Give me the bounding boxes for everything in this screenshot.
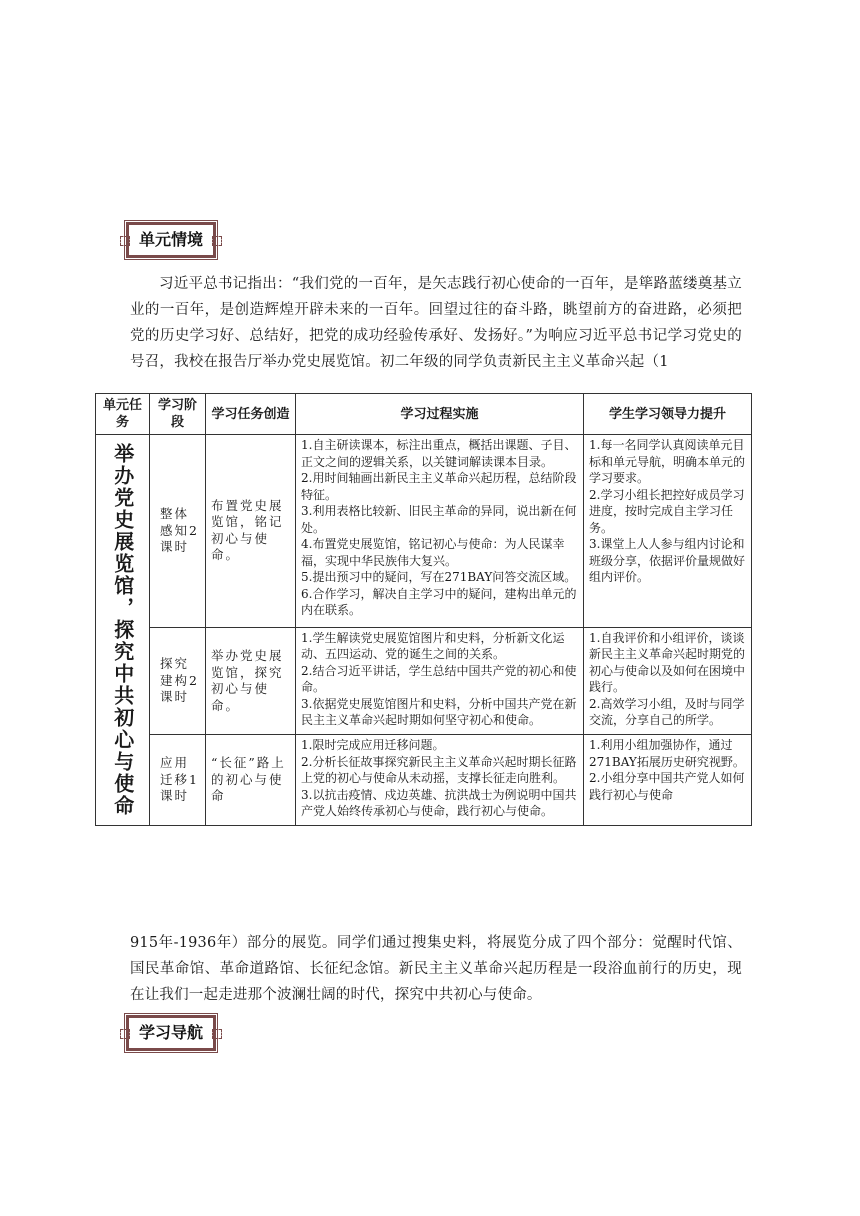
leadership-cell — [584, 435, 752, 628]
stage-cell: 应用迁移1课时 — [150, 735, 206, 826]
process-cell — [296, 435, 584, 628]
header-stage: 学习阶段 — [150, 394, 206, 435]
list-item: 1.学生解读党史展览馆图片和史料，分析新文化运动、五四运动、党的诞生之间的关系。 — [301, 630, 565, 662]
list-item: 2.结合习近平讲话，学生总结中国共产党的初心和使命。 — [301, 663, 577, 695]
list-item: 1.限时完成应用迁移问题。 — [301, 738, 445, 753]
list-item: 5.提出预习中的疑问，写在271BAY问答交流区域。 — [301, 570, 577, 584]
continuation-paragraph: 915年-1936年）部分的展览。同学们通过搜集史料，将展览分成了四个部分：觉醒时代馆、国民革命馆、革命道路馆、长征纪念馆。新民主主义革命兴起历程是一段浴血前行的历史，现在让我们一起走进那个波澜壮阔的时代，探究中共初心与使命。 — [130, 935, 742, 1003]
table-row — [96, 627, 752, 735]
list-item: 2.分析长征故事探究新民主主义革命兴起时期长征路上党的初心与使命从未动摇，支撑长征走向胜利。 — [301, 754, 577, 786]
task-cell: 举办党史展览馆，探究初心与使命。 — [206, 627, 296, 735]
list-item: 2.学习小组长把控好成员学习进度，按时完成自主学习任务。 — [589, 487, 745, 535]
section-heading-unit-situation: 单元情境 — [126, 222, 216, 258]
list-item: 3.课堂上人人参与组内讨论和班级分享，依据评价量规做好组内评价。 — [589, 537, 746, 584]
process-cell — [296, 735, 584, 826]
list-item: 2.高效学习小组，及时与同学交流，分享自己的所学。 — [589, 696, 745, 728]
leadership-cell — [584, 735, 752, 826]
header-task-creation: 学习任务创造 — [206, 394, 296, 435]
list-item: 3.利用表格比较新、旧民主革命的异同，说出新在何处。 — [301, 504, 577, 535]
table-row — [96, 735, 752, 826]
stage-cell: 整体感知2课时 — [150, 435, 206, 628]
stage-cell: 探究建构2课时 — [150, 627, 206, 735]
list-item: 1.自主研读课本，标注出重点，概括出课题、子目、正文之间的逻辑关系，以关键词解读课本目录。 — [301, 438, 577, 469]
table-header-row — [96, 394, 752, 435]
list-item: 2.小组分享中国共产党人如何践行初心与使命 — [589, 771, 745, 802]
list-item: 1.每一名同学认真阅读单元目标和单元导航，明确本单元的学习要求。 — [589, 438, 746, 485]
header-process: 学习过程实施 — [296, 394, 584, 435]
list-item: 2.用时间轴画出新民主主义革命兴起历程，总结阶段特征。 — [301, 471, 577, 502]
process-cell — [296, 627, 584, 735]
intro-paragraph: 习近平总书记指出：“我们党的一百年，是矢志践行初心使命的一百年，是筚路蓝缕奠基立业的一百年，是创造辉煌开辟未来的一百年。回望过往的奋斗路，眺望前方的奋进路，必须把党的历史学习好、总结好，把党的成功经验传承好、发扬好。”为响应习近平总书记学习党史的号召，我校在报告厅举办党史展览馆。初二年级的同学负责新民主主义革命兴起（1 — [130, 276, 742, 370]
list-item: 1.利用小组加强协作，通过271BAY拓展历史研究视野。 — [589, 738, 745, 769]
leadership-cell — [584, 627, 752, 735]
header-leadership: 学生学习领导力提升 — [584, 394, 752, 435]
task-cell: 布置党史展览馆，铭记初心与使命。 — [206, 435, 296, 628]
lesson-plan-table — [95, 393, 752, 826]
list-item: 4.布置党史展览馆，铭记初心与使命：为人民谋幸福，实现中华民族伟大复兴。 — [301, 537, 565, 568]
task-cell: “长征”路上的初心与使命 — [206, 735, 296, 826]
unit-task-cell: 举办党史展览馆，探究中共初心与使命 — [96, 435, 150, 826]
list-item: 3.以抗击疫情、戍边英雄、抗洪战士为例说明中国共产党人始终传承初心与使命，践行初心与使命。 — [301, 787, 577, 819]
list-item: 1.自我评价和小组评价，谈谈新民主主义革命兴起时期党的初心与使命以及如何在困境中践行。 — [589, 630, 746, 695]
table-row — [96, 435, 752, 628]
header-unit-task: 单元任务 — [96, 394, 150, 435]
section-heading-learning-nav: 学习导航 — [126, 1015, 216, 1051]
list-item: 3.依据党史展览馆图片和史料，分析中国共产党在新民主主义革命兴起时期如何坚守初心和使命。 — [301, 696, 577, 728]
list-item: 6.合作学习，解决自主学习中的疑问，建构出单元的内在联系。 — [301, 586, 577, 617]
